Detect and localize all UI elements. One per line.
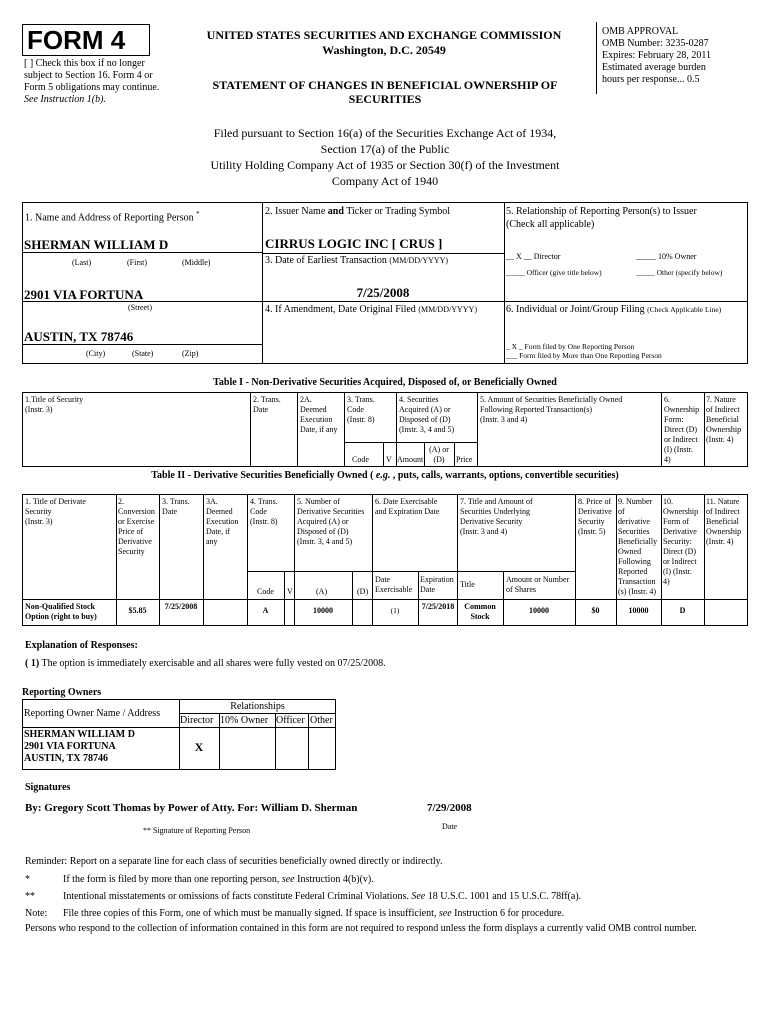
t2-row-owned: 10000	[628, 606, 649, 615]
t2-row-security: Non-Qualified Stock Option (right to buy)	[25, 602, 97, 621]
label-zip: (Zip)	[182, 349, 199, 358]
t1-col	[704, 392, 705, 467]
name-underline	[22, 252, 262, 253]
box2-label-pre: 2. Issuer Name	[265, 206, 328, 217]
t1-h2a: 2A. Deemed Execution Date, if any	[300, 395, 338, 434]
grid-divider	[504, 202, 505, 364]
commission-city: Washington, D.C. 20549	[322, 43, 446, 57]
t1-price: Price	[456, 455, 473, 464]
star2-see: See	[411, 891, 426, 902]
table2-title	[22, 470, 748, 482]
t2-title-col: Title	[460, 580, 475, 589]
t2-subcol	[352, 571, 353, 626]
t2-title-eg: e.g.	[375, 470, 391, 481]
star2-pre: Intentional misstatements or omissions of facts constitute Federal Criminal Violations.	[63, 891, 412, 902]
t2-subrow	[247, 571, 575, 572]
t2-subcol	[284, 571, 285, 626]
note-see: see	[438, 908, 452, 919]
t2-row-form: D	[679, 606, 686, 615]
box2-label-and: and	[327, 206, 344, 217]
t1-h3: 3. Trans. Code (Instr. 8)	[347, 395, 375, 424]
omb-line: Estimated average burden	[602, 62, 706, 73]
box6-label	[506, 304, 746, 315]
owners-officer: Officer	[276, 715, 305, 726]
statement-title: STATEMENT OF CHANGES IN BENEFICIAL OWNERSHIP OF SECURITIES	[212, 78, 558, 106]
city-value: AUSTIN, TX 78746	[24, 329, 134, 344]
street-value: 2901 VIA FORTUNA	[24, 287, 144, 302]
owner-director-mark: X	[194, 740, 204, 754]
checkbox-note-instruction: See Instruction 1(b).	[24, 94, 106, 105]
box4-format: (MM/DD/YYYY)	[418, 305, 477, 314]
box1-star: *	[196, 210, 200, 218]
t2-h2: 2. Conversion or Exercise Price of Derivative Security	[118, 497, 155, 556]
t2-h5: 5. Number of Derivative Securities Acquired (A) or Disposed of (D) (Instr. 3, 4 and 5)	[297, 497, 365, 546]
reminder: Reminder: Report on a separate line for each class of securities beneficially owned directly or indirectly.	[25, 856, 443, 867]
owners-col	[308, 713, 309, 770]
t2-title-pre: Table II - Derivative Securities Beneficially Owned (	[151, 470, 376, 481]
t1-col	[250, 392, 251, 467]
t1-amount: Amount	[397, 455, 424, 464]
t2-h8: 8. Price of Derivative Security (Instr. 5)	[578, 497, 612, 536]
omb-line: Expires: February 28, 2011	[602, 50, 712, 61]
footnote-star1-marker: *	[25, 874, 30, 885]
t2-row-exercisable: (1)	[390, 606, 400, 615]
signature-by: By: Gregory Scott Thomas by Power of Atty. For: William D. Sherman	[25, 802, 358, 814]
box6-sub: (Check Applicable Line)	[647, 305, 722, 314]
t1-col	[661, 392, 662, 467]
note-pre: File three copies of this Form, one of which must be manually signed. If space is insufficient,	[63, 908, 439, 919]
star1-post: Instruction 4(b)(v).	[294, 874, 374, 885]
owners-other: Other	[310, 715, 333, 726]
t1-v: V	[386, 455, 392, 464]
checkbox-ten-percent-owner[interactable]: _____ 10% Owner	[636, 252, 697, 261]
t2-d: (D)	[357, 587, 369, 596]
t2-date-exercisable: Date Exercisable	[375, 575, 413, 594]
star2-post: 18 U.S.C. 1001 and 15 U.S.C. 78ff(a).	[425, 891, 582, 902]
box2-label-post: Ticker or Trading Symbol	[343, 206, 451, 217]
commission-name: UNITED STATES SECURITIES AND EXCHANGE COMMISSION	[206, 28, 562, 42]
earliest-transaction-date: 7/25/2008	[356, 285, 410, 300]
signatures-heading: Signatures	[25, 782, 71, 793]
owners-row	[22, 727, 336, 728]
checkbox-one-person[interactable]: _ X _ Form filed by One Reporting Person	[506, 342, 635, 351]
owners-relationships: Relationships	[230, 701, 285, 712]
explanation-note	[25, 658, 386, 670]
t2-h1: 1. Title of Derivate Security (Instr. 3)	[25, 497, 86, 526]
t2-h7: 7. Title and Amount of Securities Underlying Derivative Security (Instr. 3 and 4)	[460, 497, 533, 536]
omb-approval	[602, 26, 762, 86]
t2-row-code: A	[262, 606, 269, 615]
label-street: (Street)	[128, 303, 152, 312]
t2-subcol	[503, 571, 504, 626]
t2-code: Code	[257, 587, 274, 596]
t2-header-bottom	[22, 599, 748, 600]
box4-label-text: 4. If Amendment, Date Original Filed	[265, 304, 416, 315]
t2-title-post: , puts, calls, warrants, options, convertible securities)	[390, 470, 619, 481]
t2-row-deriv-price: $0	[591, 606, 600, 615]
issuer-name: CIRRUS LOGIC INC [ CRUS ]	[265, 236, 443, 251]
owners-col-name: Reporting Owner Name / Address	[24, 708, 161, 719]
box1-label	[25, 208, 200, 224]
t1-col	[477, 392, 478, 467]
checkbox-director[interactable]: __ X __ Director	[506, 252, 561, 261]
t2-h4: 4. Trans. Code (Instr. 8)	[250, 497, 278, 526]
owner-name-address: SHERMAN WILLIAM D 2901 VIA FORTUNA AUSTIN, TX 78746	[24, 729, 135, 764]
t2-row-a: 10000	[313, 606, 333, 615]
note-text: The option is immediately exercisable and all shares were fully vested on 07/25/2008.	[41, 658, 386, 669]
box2-label	[265, 206, 450, 218]
checkbox-other[interactable]: _____ Other (specify below)	[636, 268, 723, 277]
label-state: (State)	[132, 349, 154, 358]
form-title-box	[22, 24, 150, 56]
box4-label	[265, 304, 477, 316]
footnote-star2	[63, 891, 581, 903]
box5-label: 5. Relationship of Reporting Person(s) to Issuer	[506, 206, 697, 217]
t2-h3a: 3A. Deemed Execution Date, if any	[206, 497, 239, 546]
t1-h7: 7. Nature of Indirect Beneficial Ownership (Instr. 4)	[706, 395, 742, 444]
star1-pre: If the form is filed by more than one reporting person,	[63, 874, 282, 885]
t1-h2: 2. Trans. Date	[253, 395, 281, 414]
t2-h11: 11. Nature of Indirect Beneficial Ownership (Instr. 4)	[706, 497, 742, 546]
t2-h9: 9. Number of derivative Securities Beneficially Owned Following Reported Transaction (s) (Instr. 4)	[618, 497, 658, 596]
box1-label-text: 1. Name and Address of Reporting Person	[25, 212, 194, 224]
t1-subcol	[454, 442, 455, 467]
box6-label-text: 6. Individual or Joint/Group Filing	[506, 304, 645, 315]
footnote-note	[63, 908, 564, 920]
t2-row-expiration: 7/25/2018	[421, 602, 455, 611]
t1-aord: (A) or (D)	[429, 445, 449, 464]
t2-h10: 10. Ownership Form of Derivative Security: Direct (D) or Indirect (I) (Instr. 4)	[663, 497, 699, 586]
box3-label	[265, 255, 448, 267]
note-post: Instruction 6 for procedure.	[451, 908, 565, 919]
t2-row-title: Common Stock	[464, 602, 496, 621]
box5-sub: (Check all applicable)	[506, 219, 595, 230]
t1-h1: 1.Title of Security (Instr. 3)	[25, 395, 84, 414]
t1-subcol	[383, 442, 384, 467]
owners-heading: Reporting Owners	[22, 687, 102, 698]
t2-expiration: Expiration Date	[420, 575, 454, 594]
form-title: FORM 4	[27, 25, 126, 55]
t2-h6: 6. Date Exercisable and Expiration Date	[375, 497, 440, 516]
date-label: Date	[442, 822, 458, 831]
box3-format: (MM/DD/YYYY)	[389, 256, 449, 265]
omb-line: OMB APPROVAL	[602, 26, 679, 37]
signature-label: ** Signature of Reporting Person	[143, 826, 251, 835]
owners-ten: 10% Owner	[220, 715, 269, 726]
t2-v: V	[287, 587, 293, 596]
t1-code: Code	[352, 455, 369, 464]
t2-h3: 3. Trans. Date	[162, 497, 190, 516]
label-middle: (Middle)	[182, 258, 211, 267]
t1-col	[344, 392, 345, 467]
grid-divider	[262, 301, 748, 302]
label-first: (First)	[127, 258, 147, 267]
t2-row-amount: 10000	[529, 606, 549, 615]
box3-label-text: 3. Date of Earliest Transaction	[265, 255, 387, 266]
note-number: ( 1)	[25, 658, 40, 669]
checkbox-note[interactable]	[24, 58, 164, 106]
street-underline	[22, 301, 262, 302]
footnote-note-marker: Note:	[25, 908, 48, 919]
label-city: (City)	[86, 349, 106, 358]
omb-line: OMB Number: 3235-0287	[602, 38, 709, 49]
footnote-star1	[63, 874, 374, 886]
filed-pursuant: Filed pursuant to Section 16(a) of the Securities Exchange Act of 1934, Section 17(a) of the Public Utility Holding Company Act of 1935 or Section 30(f) of the Investment Company Act of 1940	[210, 126, 560, 188]
footnote-star2-marker: **	[25, 891, 35, 902]
city-underline	[22, 344, 262, 345]
table1-title: Table I - Non-Derivative Securities Acquired, Disposed of, or Beneficially Owned	[213, 377, 557, 388]
owners-row	[179, 713, 336, 714]
t2-col	[203, 494, 204, 626]
omb-notice: Persons who respond to the collection of information contained in this form are not required to respond unless the form displays a currently valid OMB control number.	[25, 923, 697, 934]
table1	[22, 392, 748, 467]
t2-col	[704, 494, 705, 626]
t1-col	[297, 392, 298, 467]
omb-line: hours per response... 0.5	[602, 74, 700, 85]
owners-director: Director	[180, 715, 214, 726]
t1-h6: 6. Ownership Form: Direct (D) or Indirect (I) (Instr. 4)	[664, 395, 700, 464]
t1-h5: 5. Amount of Securities Beneficially Owned Following Reported Transaction(s) (Instr. 3 and 4)	[480, 395, 623, 424]
t2-row-trans-date: 7/25/2008	[164, 602, 198, 611]
t2-a: (A)	[316, 587, 328, 596]
checkbox-note-text: [ ] Check this box if no longer subject to Section 16. Form 4 or Form 5 obligations may continue.	[24, 58, 160, 93]
t2-row-price: $5.85	[128, 606, 147, 615]
omb-divider	[596, 22, 597, 94]
t2-subcol	[418, 571, 419, 626]
label-last: (Last)	[72, 258, 92, 267]
explanation-heading: Explanation of Responses:	[25, 640, 138, 651]
grid-divider	[262, 253, 504, 254]
signature-date: 7/29/2008	[427, 802, 472, 814]
star1-see: see	[281, 874, 295, 885]
checkbox-more-persons[interactable]: ___ Form filed by More than One Reporting Person	[506, 351, 662, 360]
reporting-person-name: SHERMAN WILLIAM D	[24, 237, 169, 252]
t1-h4: 4. Securities Acquired (A) or Disposed of (D) (Instr. 3, 4 and 5)	[399, 395, 455, 434]
t2-amount-col: Amount or Number of Shares	[506, 575, 570, 594]
grid-divider	[262, 202, 263, 364]
t1-subrow	[344, 442, 477, 443]
checkbox-officer[interactable]: _____ Officer (give title below)	[506, 268, 602, 277]
